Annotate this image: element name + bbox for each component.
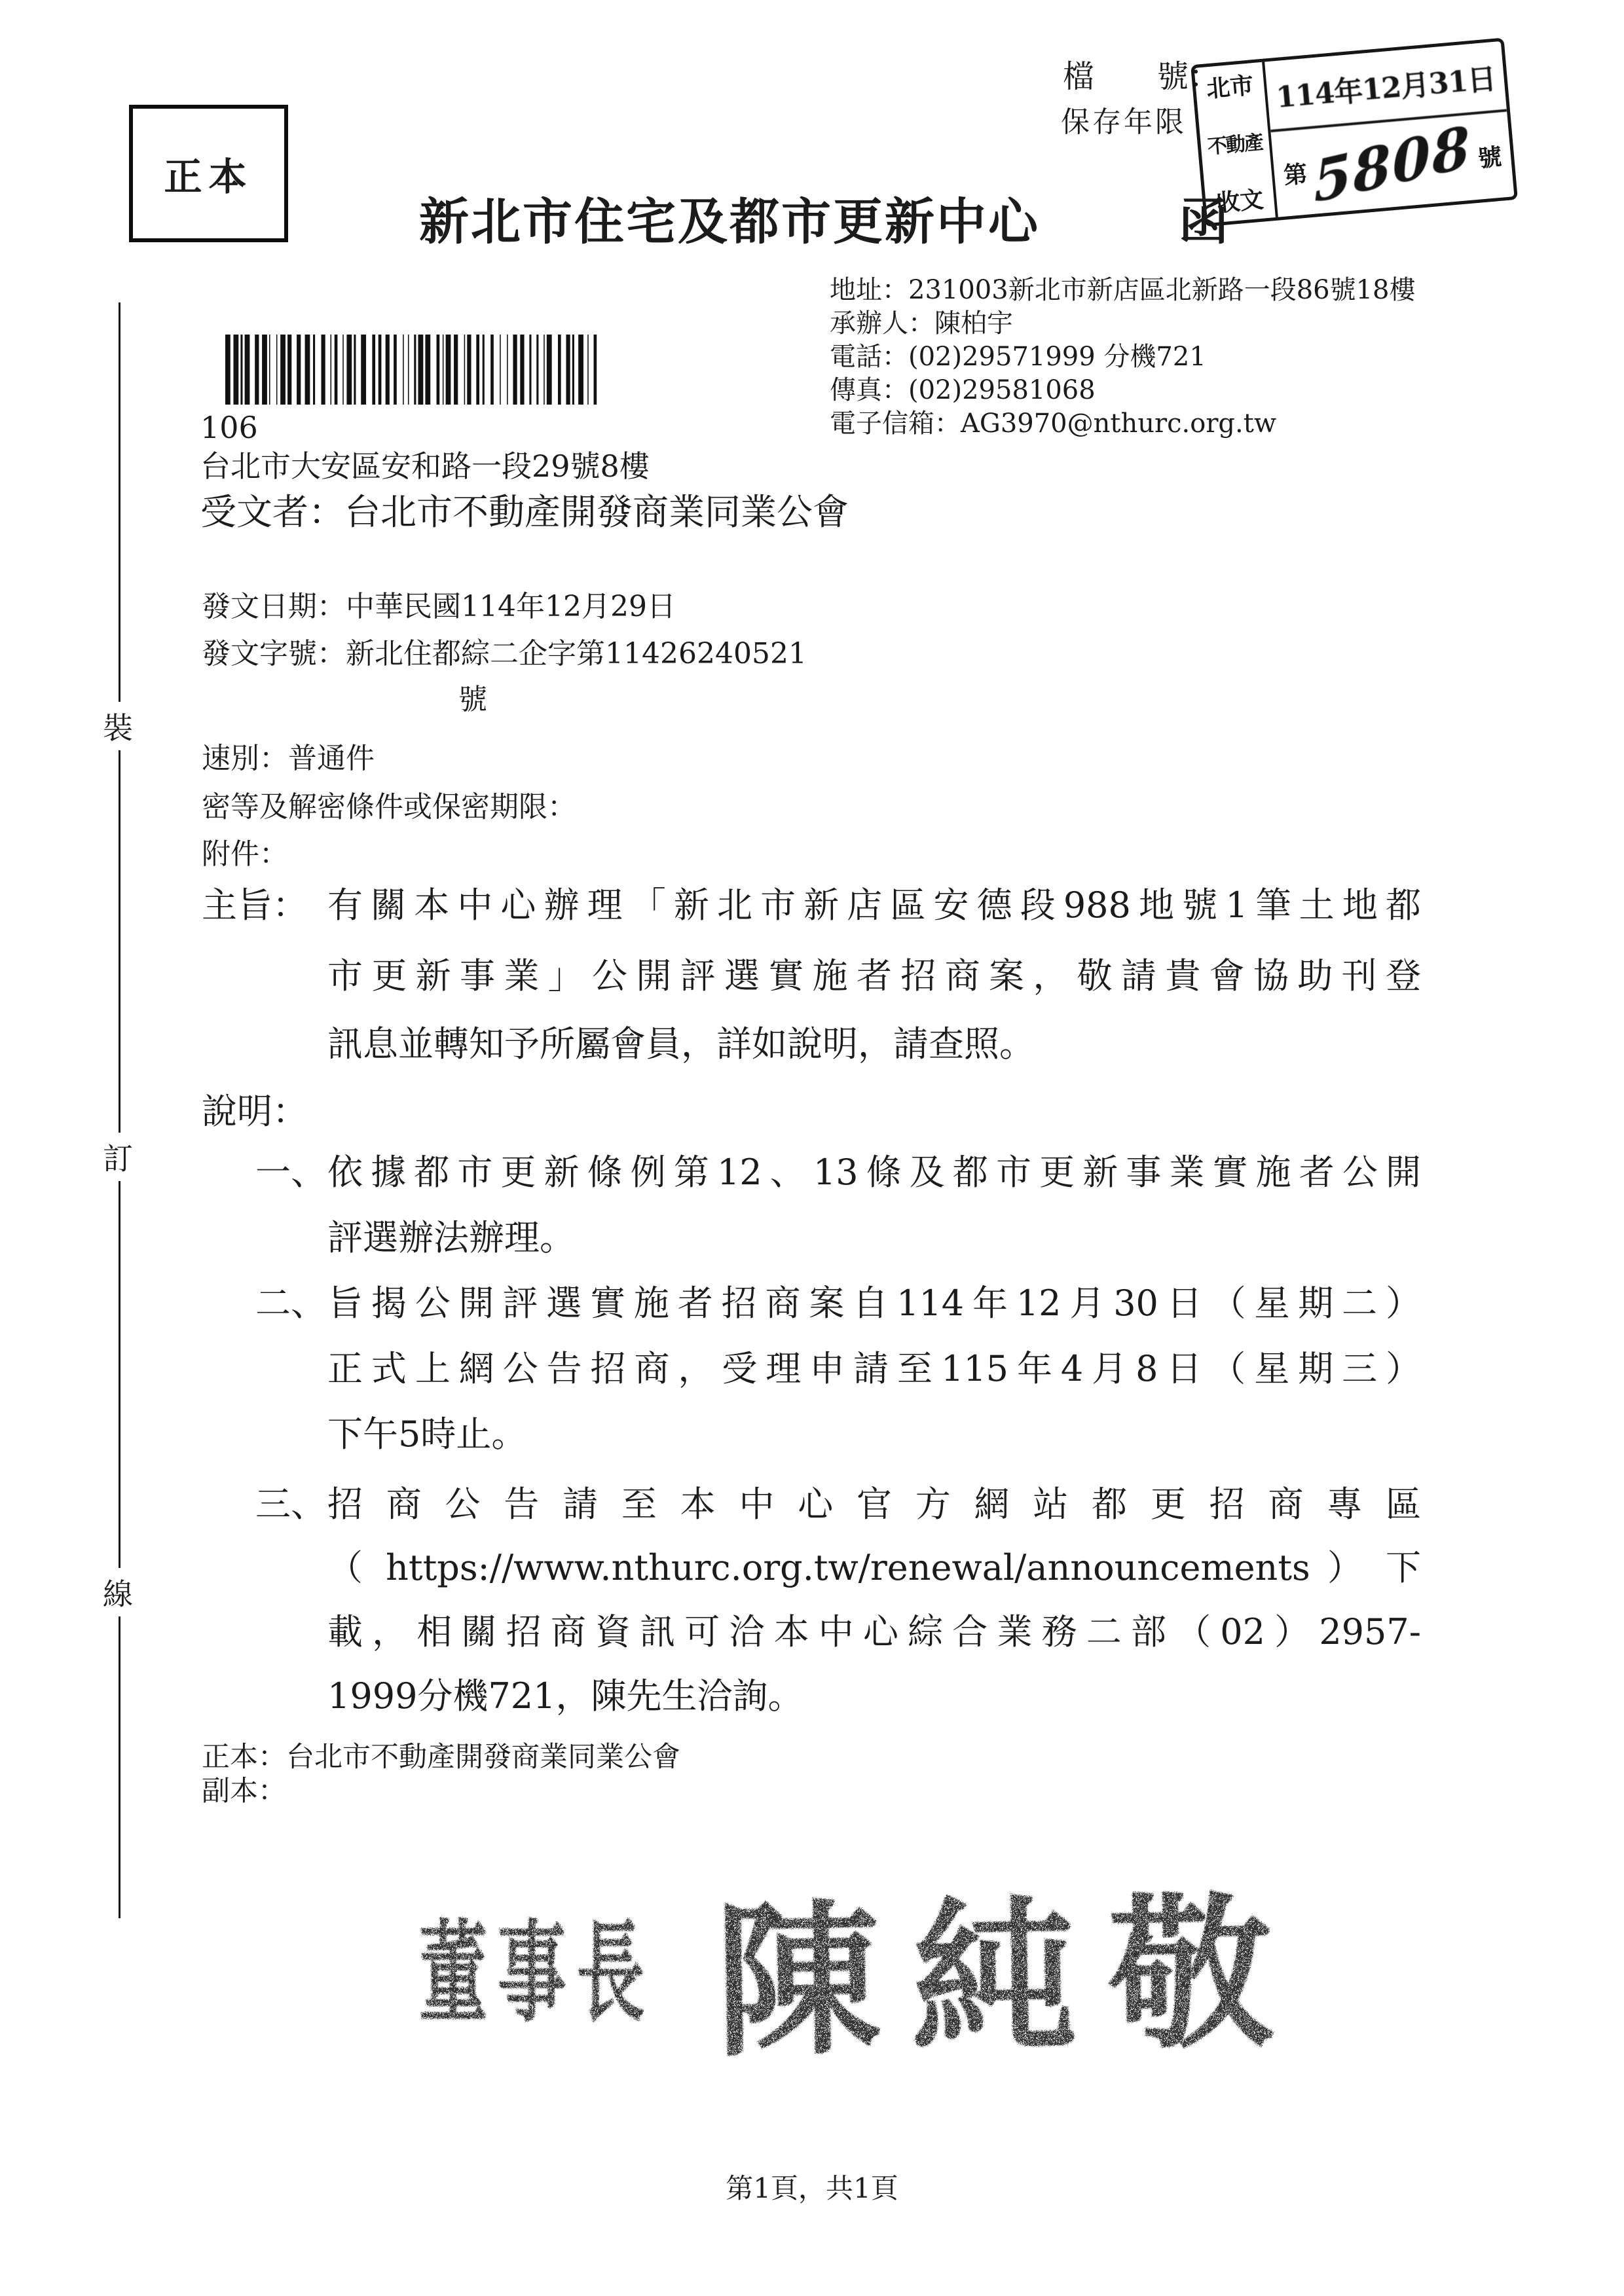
item-number: 二、 xyxy=(255,1283,326,1324)
page-title: 新北市住宅及都市更新中心 xyxy=(419,192,1040,251)
cc-copy-line: 副本： xyxy=(202,1775,286,1808)
subject-line: 訊息並轉知予所屬會員，詳如說明，請查照。 xyxy=(327,1023,1035,1065)
item-line: 正式上網公告招商，受理申請至115年4月8日（星期三） xyxy=(327,1348,1421,1389)
page-number-footer: 第1頁，共1頁 xyxy=(726,2172,898,2204)
binding-mark-ding: 訂 xyxy=(103,1133,133,1181)
stamp-org-line: 不動產 xyxy=(1206,131,1264,159)
page-title-doc-type: 函 xyxy=(1179,192,1230,251)
stamp-number-suffix: 號 xyxy=(1477,143,1503,173)
recipient-line: 受文者：台北市不動產開發商業同業公會 xyxy=(200,491,849,533)
binding-margin-line xyxy=(119,302,120,1918)
signature-name: 陳純敬 xyxy=(713,1875,1306,2079)
stamp-number-value: 5808 xyxy=(1312,113,1473,217)
signature-title: 董事長 xyxy=(419,1907,655,2037)
mailing-zip: 106 xyxy=(200,410,258,445)
item-line: 評選辦法辦理。 xyxy=(327,1217,575,1258)
stamp-received-date: 114年12月31日 xyxy=(1264,41,1507,132)
item-line: 1999分機721，陳先生洽詢。 xyxy=(327,1675,803,1717)
subject-label: 主旨： xyxy=(202,884,308,926)
cc-original-line: 正本：台北市不動產開發商業同業公會 xyxy=(202,1741,680,1774)
received-stamp-fields xyxy=(1264,41,1514,217)
item-line: 下午5時止。 xyxy=(327,1413,527,1455)
doc-number-line: 發文字號：新北住都綜二企字第11426240521 xyxy=(202,637,807,670)
copy-type-box xyxy=(129,105,288,242)
sender-contact-block xyxy=(830,274,1416,441)
contact-email: 電子信箱：AG3970@nthurc.org.tw xyxy=(830,409,1277,439)
item-line: 旨揭公開評選實施者招商案自114年12月30日（星期二） xyxy=(327,1283,1421,1324)
contact-phone: 電話：(02)29571999 分機721 xyxy=(830,342,1206,372)
issue-date-line: 發文日期：中華民國114年12月29日 xyxy=(202,590,676,623)
stamp-org-line: 北市 xyxy=(1205,71,1255,103)
item-number: 一、 xyxy=(255,1152,326,1193)
stamp-org-line: 收文 xyxy=(1215,185,1265,217)
file-number-label: 檔 號： xyxy=(1063,58,1221,95)
copy-type-label: 正本 xyxy=(164,155,253,199)
stamp-number-prefix: 第 xyxy=(1282,160,1309,190)
secrecy-line: 密等及解密條件或保密期限： xyxy=(202,790,576,824)
attachment-line: 附件： xyxy=(202,837,288,871)
received-stamp xyxy=(1190,38,1518,227)
item-number: 三、 xyxy=(255,1484,326,1525)
subject-line: 有關本中心辦理「新北市新店區安德段988地號1筆土地都 xyxy=(327,884,1421,926)
contact-address: 地址：231003新北市新店區北新路一段86號18樓 xyxy=(830,275,1416,305)
mailing-address: 台北市大安區安和路一段29號8樓 xyxy=(200,448,650,484)
contact-fax: 傳真：(02)29581068 xyxy=(830,375,1096,405)
signature-stamp xyxy=(419,1859,1401,2079)
binding-mark-xian: 線 xyxy=(103,1568,133,1616)
item-line: 載，相關招商資訊可洽本中心綜合業務二部（02）2957- xyxy=(327,1611,1421,1652)
item-line: 依據都市更新條例第12、13條及都市更新事業實施者公開 xyxy=(327,1152,1421,1193)
retention-label: 保存年限 xyxy=(1061,105,1187,139)
explanation-label: 說明： xyxy=(202,1091,308,1132)
subject-line: 市更新事業」公開評選實施者招商案，敬請貴會協助刊登 xyxy=(327,955,1421,996)
item-line-url: （ https://www.nthurc.org.tw/renewal/announcements ） 下 xyxy=(327,1547,1421,1588)
barcode xyxy=(225,335,602,405)
speed-class-line: 速別：普通件 xyxy=(202,742,375,775)
item-line: 招商公告請至本中心官方網站都更招商專區 xyxy=(327,1484,1421,1525)
binding-mark-zhuang: 裝 xyxy=(103,702,133,750)
contact-officer: 承辦人：陳柏宇 xyxy=(830,308,1013,338)
doc-number-continuation: 號 xyxy=(458,683,487,716)
